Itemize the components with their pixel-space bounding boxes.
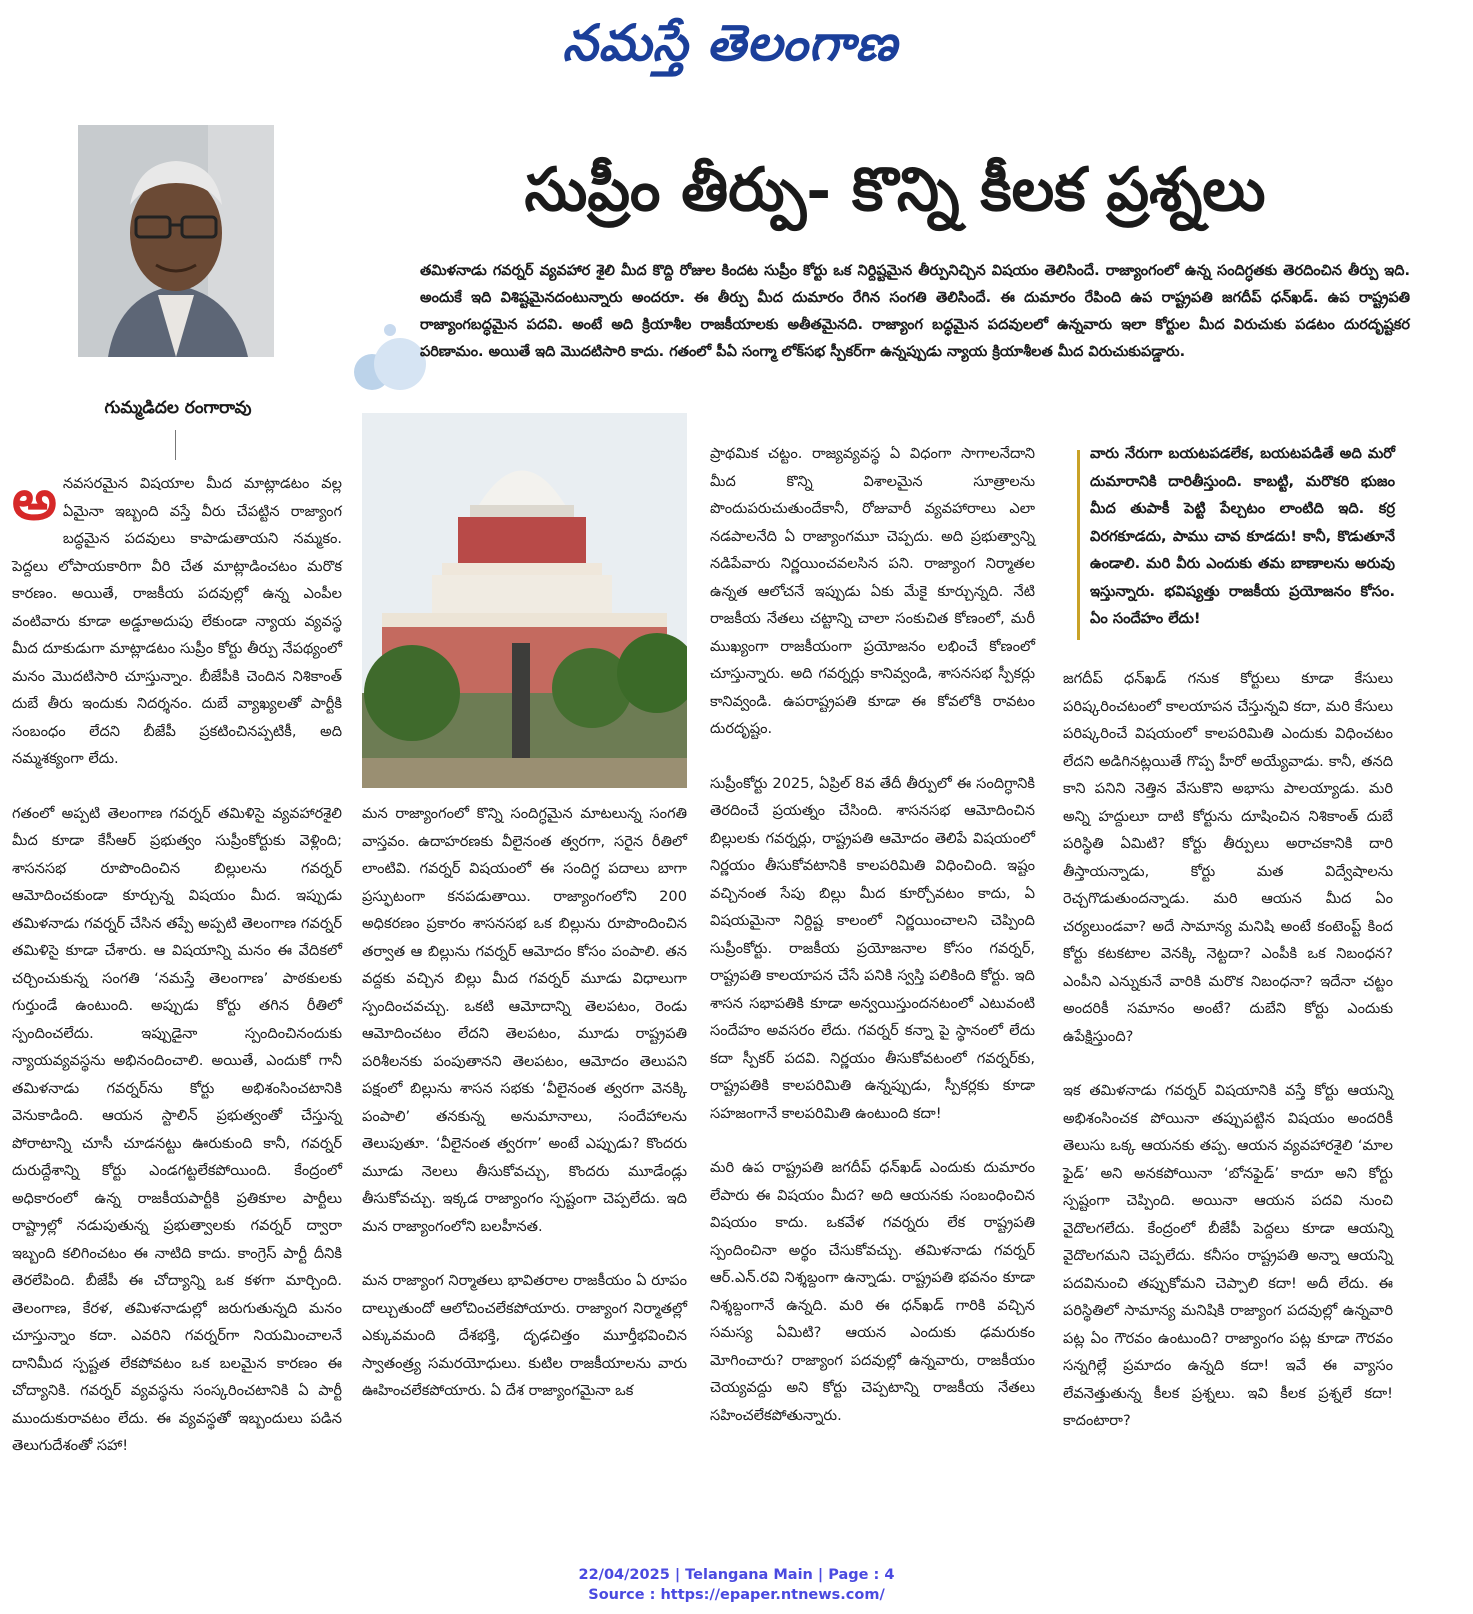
author-name: గుమ్మడిదల రంగారావు (104, 398, 252, 418)
author-photo (78, 125, 274, 357)
supreme-court-photo (362, 413, 687, 788)
paragraph: మరి ఉప రాష్ట్రపతి జగదీప్ ధన్‌ఖడ్ ఎందుకు దుమారం లేపారు ఈ విషయం మీద? అది ఆయనకు సంబంధించిన విషయం కాదు. ఒకవేళ గవర్నరు లేక రాష్ట్రపతి స్పందించినా అర్థం చేసుకోవచ్చు. తమిళనాడు గవర్నర్ ఆర్.ఎన్.రవి నిశ్శబ్దంగా ఉన్నాడు. రాష్ట్రపతి భవనం కూడా నిశ్శబ్దంగానే ఉన్నది. మరి ఈ ధన్‌ఖడ్ గారికి వచ్చిన సమస్య ఏమిటి? ఆయన ఎందుకు ఢమరుకం మోగించారు? రాజ్యాంగ పదవుల్లో ఉన్నవారు, రాజకీయం చెయ్యవద్దు అని కోర్టు చెప్పటాన్ని రాజకీయ నేతలు సహించలేకపోతున్నారు. (710, 1159, 1035, 1424)
pull-quote: వారు నేరుగా బయటపడలేక, బయటపడితే అది మరో దుమారానికి దారితీస్తుంది. కాబట్టి, మరొకరి భుజం మీద తుపాకీ పెట్టి పేల్చటం లాంటిది ఇది. కర్ర విరగకూడదు, పాము చావ కూడదు! కానీ, కొడుతూనే ఉండాలి. మరి వీరు ఎందుకు తమ బాణాలను అరువు ఇస్తున్నారు. భవిష్యత్తు రాజకీయ ప్రయోజనం కోసం. ఏం సందేహం లేదు! (1090, 445, 1395, 627)
paragraph: అనవసరమైన విషయాల మీద మాట్లాడటం వల్ల ఏమైనా ఇబ్బంది వస్తే వీరు చేపట్టిన రాజ్యాంగ బద్ధమైన పదవులు కాపాడుతాయని నమ్మకం. పెద్దలు లోపాయకారిగా వీరి చేత మాట్లాడించటం మరొక కారణం. అయితే, రాజకీయ పదవుల్లో ఉన్న ఎంపీల వంటివారు కూడా అడ్డూఅదుపు లేకుండా న్యాయ వ్యవస్థ మీద దూకుడుగా మాట్లాడటం సుప్రీం కోర్టు తీర్పు నేపథ్యంలో మనం మొదటిసారి చూస్తున్నాం. బీజేపీకి చెందిన నిశికాంత్ దుబే తీరు ఇందుకు నిదర్శనం. దుబే వ్యాఖ్యలతో పార్టీకి సంబంధం లేదని బీజేపీ ప్రకటించినప్పటికీ, అది నమ్మశక్యంగా లేదు. (12, 467, 342, 767)
page-footer (0, 1565, 1473, 1605)
paragraph: సుప్రీంకోర్టు 2025, ఏప్రిల్ 8వ తేదీ తీర్పులో ఈ సందిగ్ధానికి తెరదించే ప్రయత్నం చేసింది. శాసనసభ ఆమోదించిన బిల్లులకు గవర్నర్లు, రాష్ట్రపతి ఆమోదం తెలిపే విషయంలో నిర్ణయం తీసుకోవటానికి కాలపరిమితి విధించింది. ఇష్టం వచ్చినంత సేపు బిల్లు మీద కూర్చోవటం కాదు, ఏ విషయమైనా నిర్దిష్ట కాలంలో నిర్ణయించాలని చెప్పింది సుప్రీంకోర్టు. రాజకీయ ప్రయోజనాల కోసం గవర్నర్, రాష్ట్రపతి కాలయాపన చేసే పనికి స్వస్తి పలికింది కోర్టు. ఇది శాసన సభాపతికి కూడా అన్వయిస్తుందనటంలో ఎటువంటి సందేహం అవసరం లేదు. గవర్నర్ కన్నా పై స్థానంలో లేదు కదా స్పీకర్ పదవి. నిర్ణయం తీసుకోవటంలో గవర్నర్‌కు, రాష్ట్రపతికి కాలపరిమితి ఉన్నప్పుడు, స్పీకర్లకు కూడా సహజంగానే కాలపరిమితి ఉంటుంది కదా! (710, 774, 1035, 1122)
pull-quote-bar (1077, 450, 1080, 640)
article-column-1 (12, 467, 342, 1487)
masthead-logo: నమస్తే తెలంగాణ (562, 13, 898, 72)
drop-cap: అ (12, 467, 57, 533)
footer-date-line: 22/04/2025 | Telangana Main | Page : 4 (578, 1567, 895, 1583)
paragraph: మన రాజ్యాంగంలో కొన్ని సందిగ్ధమైన మాటలున్న సంగతి వాస్తవం. ఉదాహరణకు వీలైనంత త్వరగా, సరైన రీతిలో లాంటివి. గవర్నర్ విషయంలో ఈ సందిగ్ధ పదాలు బాగా ప్రస్ఫుటంగా కనపడుతాయి. రాజ్యాంగంలోని 200 అధికరణం ప్రకారం శాసనసభ ఒక బిల్లును రూపొందించిన తర్వాత ఆ బిల్లును గవర్నర్ ఆమోదం కోసం పంపాలి. తన వద్దకు వచ్చిన బిల్లు మీద గవర్నర్ మూడు విధాలుగా స్పందించవచ్చు. ఒకటి ఆమోదాన్ని తెలపటం, రెండు ఆమోదించటం లేదని తెలపటం, మూడు రాష్ట్రపతి పరిశీలనకు పంపుతానని తెలపటం, ఆమోదం తెలుపని పక్షంలో బిల్లును శాసన సభకు ‘వీలైనంత త్వరగా వెనక్కి పంపాలి’ తనకున్న అనుమానాలు, సందేహాలను తెలుపుతూ. ‘వీలైనంత త్వరగా’ అంటే ఎప్పుడు? కొందరు మూడు నెలలు తీసుకోవచ్చు, కొందరు మూడేండ్లు తీసుకోవచ్చు. ఇక్కడ రాజ్యాంగం స్పష్టంగా చెప్పలేదు. ఇది మన రాజ్యాంగంలోని బలహీనత. (362, 805, 687, 1235)
paragraph: మన రాజ్యాంగ నిర్మాతలు భావితరాల రాజకీయం ఏ రూపం దాల్చుతుందో ఆలోచించలేకపోయారు. రాజ్యాంగ నిర్మాతల్లో ఎక్కువమంది దేశభక్తి, దృఢచిత్తం మూర్తీభవించిన స్వాతంత్ర్య సమరయోధులు. కుటిల రాజకీయాలను వారు ఊహించలేకపోయారు. ఏ దేశ రాజ్యాంగమైనా ఒక (362, 1272, 687, 1399)
paragraph: జగదీప్ ధన్‌ఖడ్ గనుక కోర్టులు కూడా కేసులు పరిష్కరించటంలో కాలయాపన చేస్తున్నవి కదా, మరి కేసులు పరిష్కరించే విషయంలో కాలపరిమితి ఎందుకు విధించటం లేదని అడిగినట్లయితే గొప్ప హీరో అయ్యేవాడు. కానీ, తనది కాని పనిని నెత్తిన వేసుకొని అభాసు పాలయ్యాడు. మరి అన్ని హద్దులూ దాటి కోర్టును దూషించిన నిశికాంత్ దుబే పరిస్థితి ఏమిటి? కోర్టు తీర్పులు అరాచకానికి దారి తీస్తాయన్నాడు, కోర్టు మత విద్వేషాలను రెచ్చగొడుతుందన్నాడు. మరి ఆయన మీద ఏం చర్యలుండవా? అదే సామాన్య మనిషి అంటే కంటెంప్ట్ కింద కోర్టు కటకటాల వెనక్కి నెట్టదా? ఎంపీకి ఒక నిబంధన? ఎంపీని ఎన్నుకునే వారికి మరొక నిబంధనా? ఇదేనా చట్టం అందరికీ సమానం అంటే? దుబేని కోర్టు ఎందుకు ఉపేక్షిస్తుంది? (1063, 670, 1393, 1045)
paragraph: ప్రాథమిక చట్టం. రాజ్యవ్యవస్థ ఏ విధంగా సాగాలనేదాని మీద కొన్ని విశాలమైన సూత్రాలను పొందుపరుచుతుందేకానీ, రోజువారీ వ్యవహారాలు ఎలా నడపాలనేది ఏ రాజ్యాంగమూ చెప్పదు. అది ప్రభుత్వాన్ని నడిపేవారు నిర్ణయించవలసిన పని. రాజ్యాంగ నిర్మాతల ఉన్నత ఆలోచనే ఇప్పుడు ఏకు మేకై కూర్చున్నది. నేటి రాజకీయ నేతలు చట్టాన్ని చాలా సంకుచిత కోణంలో, మరీ ముఖ్యంగా రాజకీయంగా ప్రయోజనం లభించే కోణంలో చూస్తున్నారు. అది గవర్నర్లు కానివ్వండి, శాసనసభ స్పీకర్లు కానివ్వండి. ఉపరాష్ట్రపతి కూడా ఈ కోవలోకి రావటం దురదృష్టం. (710, 445, 1035, 737)
author-divider (175, 430, 176, 460)
intro-paragraph: తమిళనాడు గవర్నర్ వ్యవహార శైలి మీద కొద్ది రోజుల కిందట సుప్రీం కోర్టు ఒక నిర్దిష్టమైన తీర్పునిచ్చిన విషయం తెలిసిందే. రాజ్యాంగంలో ఉన్న సందిగ్ధతకు తెరదించిన తీర్పు ఇది. అందుకే ఇది విశిష్టమైనదంటున్నారు అందరూ. ఈ తీర్పు మీద దుమారం రేగిన సంగతి తెలిసిందే. ఈ దుమారం రేపింది ఉప రాష్ట్రపతి జగదీప్ ధన్‌ఖడ్. ఉప రాష్ట్రపతి రాజ్యాంగబద్ధమైన పదవి. అంటే అది క్రియాశీల రాజకీయాలకు అతీతమైనది. రాజ్యాంగ బద్ధమైన పదవులలో ఉన్నవారు ఇలా కోర్టుల మీద విరుచుకు పడటం దురదృష్టకర పరిణామం. అయితే ఇది మొదటిసారి కాదు. గతంలో పీఏ సంగ్మా లోక్‌సభ స్పీకర్‌గా ఉన్నప్పుడు న్యాయ క్రియాశీలత మీద విరుచుకుపడ్డారు. (420, 263, 1410, 360)
headline: సుప్రీం తీర్పు- కొన్ని కీలక ప్రశ్నలు (524, 155, 1266, 225)
paragraph: ఇక తమిళనాడు గవర్నర్ విషయానికి వస్తే కోర్టు ఆయన్ని అభిశంసించక పోయినా తప్పుపట్టిన విషయం అందరికీ తెలుసు ఒక్క ఆయనకు తప్ప. ఆయన వ్యవహారశైలి ‘మాల ఫైడ్’ అని అనకపోయినా ‘బోనఫైడ్’ కాదూ అని కోర్టు స్పష్టంగా చెప్పింది. అయినా ఆయన పదవి నుంచి వైదొలగలేదు. కేంద్రంలో బీజేపీ పెద్దలు కూడా ఆయన్ని వైదొలగమని చెప్పలేదు. కనీసం రాష్ట్రపతి అన్నా ఆయన్ని పదవినుంచి తప్పుకోమని చెప్పాలి కదా! అదీ లేదు. ఈ పరిస్థితిలో సామాన్య మనిషికి రాజ్యాంగ పదవుల్లో ఉన్నవారి పట్ల ఏం గౌరవం ఉంటుంది? రాజ్యాంగం పట్ల కూడా గౌరవం సన్నగిల్లే ప్రమాదం ఉన్నది కదా! ఇవే ఈ వ్యాసం లేవనెత్తుతున్న కీలక ప్రశ్నలు. ఇవి కీలక ప్రశ్నలే కదా! కాదంటారా? (1063, 1082, 1393, 1429)
footer-source-line: Source : https://epaper.ntnews.com/ (588, 1587, 885, 1603)
article-column-4 (1063, 665, 1393, 1462)
article-column-3 (710, 440, 1035, 1456)
paragraph: గతంలో అప్పటి తెలంగాణ గవర్నర్ తమిళిసై వ్యవహారశైలి మీద కూడా కేసీఆర్ ప్రభుత్వం సుప్రీంకోర్టుకు వెళ్లింది; శాసనసభ రూపొందించిన బిల్లులను గవర్నర్ ఆమోదించకుండా కూర్చున్న విషయం మీద. ఇప్పుడు తమిళనాడు గవర్నర్ చేసిన తప్పే అప్పటి తెలంగాణ గవర్నర్ తమిళిసై కూడా చేశారు. ఆ విషయాన్ని మనం ఈ వేదికలో చర్చించుకున్న సంగతి ‘నమస్తే తెలంగాణ’ పాఠకులకు గుర్తుండే ఉంటుంది. అప్పుడు కోర్టు తగిన రీతిలో స్పందించలేదు. ఇప్పుడైనా స్పందించినందుకు న్యాయవ్యవస్థను అభినందించాలి. అయితే, ఎందుకో గానీ తమిళనాడు గవర్నర్‌ను కోర్టు అభిశంసించటానికి వెనుకాడింది. ఆయన స్టాలిన్ ప్రభుత్వంతో చేస్తున్న పోరాటాన్ని చూసీ చూడనట్టు ఊరుకుంది కానీ, గవర్నర్ దురుద్దేశాన్ని కోర్టు ఎండగట్టలేకపోయింది. కేంద్రంలో అధికారంలో ఉన్న రాజకీయపార్టీకి ప్రతికూల పార్టీలు రాష్ట్రాల్లో నడుపుతున్న ప్రభుత్వాలకు గవర్నర్ ద్వారా ఇబ్బంది కలిగించటం ఈ నాటిది కాదు. కాంగ్రెస్ పార్టీ దీనికి తెరలేపింది. బీజేపీ ఈ చోద్యాన్ని ఒక కళగా మార్చింది. తెలంగాణ, కేరళ, తమిళనాడుల్లో జరుగుతున్నది మనం చూస్తున్నాం కదా. ఎవరిని గవర్నర్‌గా నియమించాలనే దానిమీద స్పష్టత లేకపోవటం ఒక బలమైన కారణం ఈ చోద్యానికి. గవర్నర్ వ్యవస్థను సంస్కరించటానికి ఏ పార్టీ ముందుకురావటం లేదు. ఈ వ్యవస్థతో ఇబ్బందులు పడిన తెలుగుదేశంతో సహా! (12, 804, 342, 1454)
article-column-2 (362, 800, 687, 1432)
